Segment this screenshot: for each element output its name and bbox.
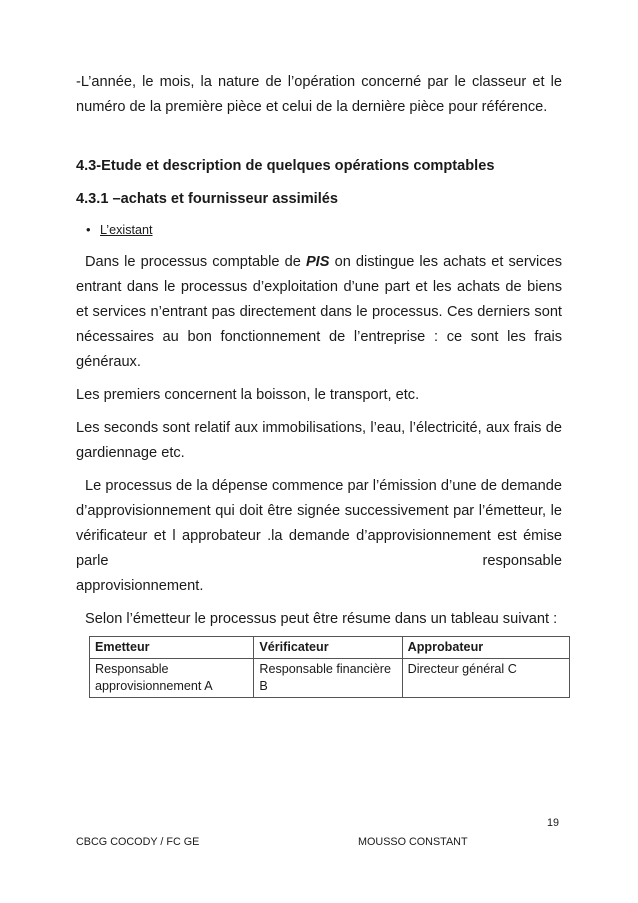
para1-rest: on distingue les achats et services entrant dans le processus d’exploitation d’une part et les achats de biens et services n’entrant pas directement dans le processus. Ces derniers sont nécessaires au bon fonctionnement de l’entreprise : ce sont les frais généraux. [76,254,563,370]
para1-start: Dans le processus comptable de [85,254,306,270]
table-header: Vérificateur [254,637,402,659]
table-header: Approbateur [402,637,569,659]
page-number: 19 [547,817,560,829]
table-header: Emetteur [90,637,254,659]
paragraph-depense: Le processus de la dépense commence par l’émission d’une de demande d’approvisionnement qui doit être signée successivement par l’émetteur, le vérificateur et l approbateur .la demande d’approvisionnement est émise parle responsable [76,478,562,569]
table-cell: Responsable approvisionnement A [90,659,254,698]
footer-right: MOUSSO CONSTANT [358,836,468,848]
bullet-dot-icon: • [86,222,91,237]
bullet-item [76,220,562,240]
table-cell: Directeur général C [402,659,569,698]
subsection-heading-4-3-1: 4.3.1 –achats et fournisseur assimilés [76,191,339,207]
table-cell: Responsable financière B [254,659,402,698]
bullet-text: L’existant [100,223,153,237]
intro-paragraph: -L’année, le mois, la nature de l’opération concerné par le classeur et le numéro de la première pièce et celui de la dernière pièce pour référence. [76,74,562,115]
table-header-row [90,637,570,659]
paragraph-seconds: Les seconds sont relatif aux immobilisations, l’eau, l’électricité, aux frais de gardiennage etc. [76,420,562,461]
paragraph-tableau: Selon l’émetteur le processus peut être résume dans un tableau suivant : [85,611,558,627]
section-heading-4-3: 4.3-Etude et description de quelques opérations comptables [76,158,495,174]
paragraph-premiers: Les premiers concernent la boisson, le transport, etc. [76,387,420,403]
approval-table [89,636,570,698]
table-row [90,659,570,698]
paragraph-depense-end: approvisionnement. [76,578,204,594]
footer-left: CBCG COCODY / FC GE [76,836,200,848]
company-name: PIS [305,254,330,270]
paragraph-processus [76,250,562,375]
page-content [76,70,562,698]
